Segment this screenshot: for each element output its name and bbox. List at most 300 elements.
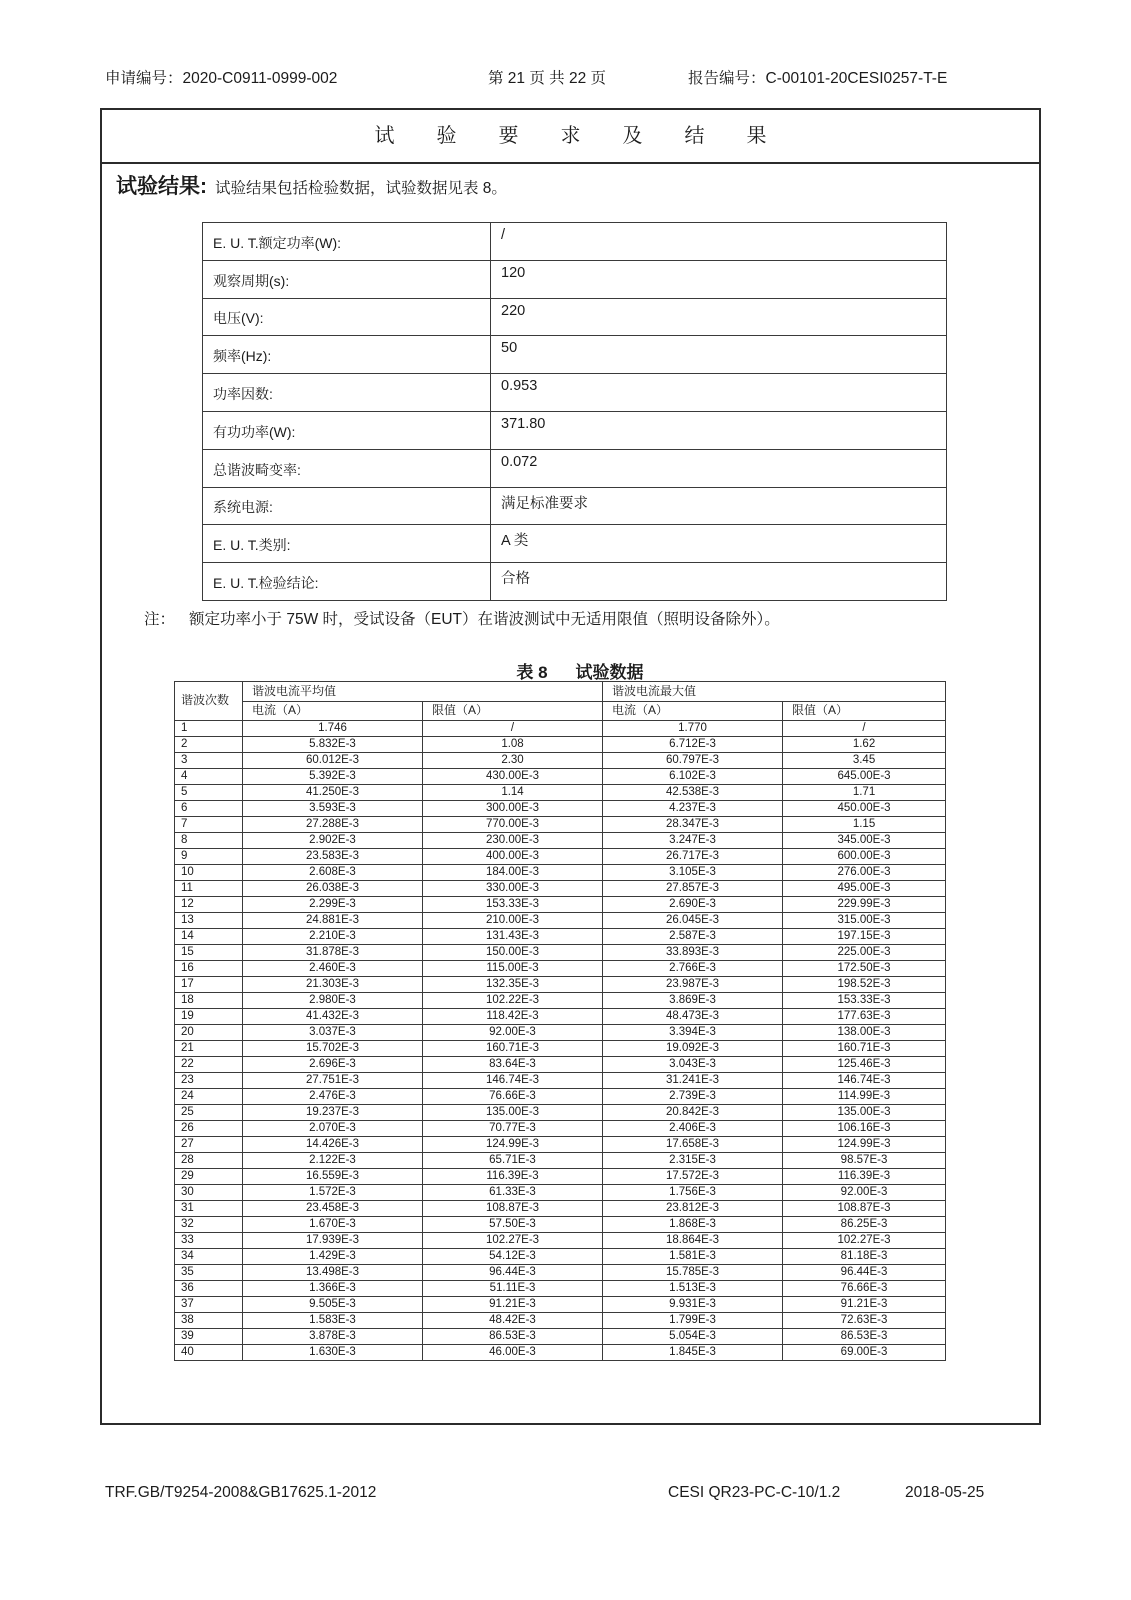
max-limit-value: 69.00E-3 <box>783 1345 946 1361</box>
application-number <box>105 66 337 88</box>
param-value: 371.80 <box>491 411 947 449</box>
max-limit-value: 91.21E-3 <box>783 1297 946 1313</box>
max-limit-value: 345.00E-3 <box>783 833 946 849</box>
param-row <box>203 223 947 261</box>
max-limit-value: 72.63E-3 <box>783 1313 946 1329</box>
max-limit-value: 102.27E-3 <box>783 1233 946 1249</box>
avg-limit-value: 150.00E-3 <box>423 945 603 961</box>
max-current-value: 17.572E-3 <box>603 1169 783 1185</box>
harmonic-row <box>175 1073 946 1089</box>
harmonic-row <box>175 865 946 881</box>
avg-current-value: 2.299E-3 <box>243 897 423 913</box>
avg-current-value: 24.881E-3 <box>243 913 423 929</box>
table8 <box>174 681 946 1361</box>
harmonic-order: 28 <box>175 1153 243 1169</box>
harmonic-order: 13 <box>175 913 243 929</box>
parameter-table <box>202 222 947 601</box>
test-result-line <box>116 170 507 200</box>
avg-current-value: 23.583E-3 <box>243 849 423 865</box>
param-label: E. U. T.额定功率(W): <box>203 223 491 261</box>
avg-limit-value: 300.00E-3 <box>423 801 603 817</box>
param-label: 有功功率(W): <box>203 411 491 449</box>
harmonic-row <box>175 961 946 977</box>
note-label: 注： <box>144 611 176 628</box>
max-limit-value: 92.00E-3 <box>783 1185 946 1201</box>
harmonic-row <box>175 1313 946 1329</box>
harmonic-row <box>175 1169 946 1185</box>
max-limit-value: 116.39E-3 <box>783 1169 946 1185</box>
param-label: 系统电源: <box>203 487 491 525</box>
avg-current-value: 26.038E-3 <box>243 881 423 897</box>
max-current-value: 20.842E-3 <box>603 1105 783 1121</box>
max-limit-value: 177.63E-3 <box>783 1009 946 1025</box>
avg-limit-value: 118.42E-3 <box>423 1009 603 1025</box>
max-current-value: 17.658E-3 <box>603 1137 783 1153</box>
avg-current-value: 31.878E-3 <box>243 945 423 961</box>
harmonic-order: 2 <box>175 737 243 753</box>
harmonic-row <box>175 1009 946 1025</box>
avg-current-value: 1.429E-3 <box>243 1249 423 1265</box>
max-limit-value: 124.99E-3 <box>783 1137 946 1153</box>
avg-limit-value: 96.44E-3 <box>423 1265 603 1281</box>
max-current-value: 31.241E-3 <box>603 1073 783 1089</box>
max-limit-value: 125.46E-3 <box>783 1057 946 1073</box>
harmonic-order: 36 <box>175 1281 243 1297</box>
avg-limit-value: 330.00E-3 <box>423 881 603 897</box>
avg-limit-value: 65.71E-3 <box>423 1153 603 1169</box>
harmonic-order: 4 <box>175 769 243 785</box>
harmonic-row <box>175 1329 946 1345</box>
param-row <box>203 525 947 563</box>
harmonic-order: 16 <box>175 961 243 977</box>
avg-limit-value: 54.12E-3 <box>423 1249 603 1265</box>
harmonic-order: 21 <box>175 1041 243 1057</box>
param-label: 观察周期(s): <box>203 260 491 298</box>
harmonic-row <box>175 881 946 897</box>
avg-current-value: 9.505E-3 <box>243 1297 423 1313</box>
max-current-value: 2.587E-3 <box>603 929 783 945</box>
note-line <box>144 607 780 629</box>
col-header-harmonic-order: 谐波次数 <box>175 682 243 721</box>
harmonic-row <box>175 1297 946 1313</box>
avg-limit-value: 57.50E-3 <box>423 1217 603 1233</box>
max-current-value: 28.347E-3 <box>603 817 783 833</box>
harmonic-row <box>175 1057 946 1073</box>
note-text: 额定功率小于 75W 时，受试设备（EUT）在谐波测试中无适用限值（照明设备除外）。 <box>189 611 780 628</box>
harmonic-order: 35 <box>175 1265 243 1281</box>
avg-limit-value: 86.53E-3 <box>423 1329 603 1345</box>
harmonic-order: 33 <box>175 1233 243 1249</box>
max-current-value: 6.102E-3 <box>603 769 783 785</box>
avg-limit-value: 770.00E-3 <box>423 817 603 833</box>
avg-limit-value: 131.43E-3 <box>423 929 603 945</box>
max-limit-value: 106.16E-3 <box>783 1121 946 1137</box>
harmonic-row <box>175 1041 946 1057</box>
param-label: 总谐波畸变率: <box>203 449 491 487</box>
max-current-value: 26.717E-3 <box>603 849 783 865</box>
max-current-value: 1.756E-3 <box>603 1185 783 1201</box>
harmonic-order: 26 <box>175 1121 243 1137</box>
avg-current-value: 2.608E-3 <box>243 865 423 881</box>
max-current-value: 42.538E-3 <box>603 785 783 801</box>
max-limit-value: 197.15E-3 <box>783 929 946 945</box>
harmonic-order: 25 <box>175 1105 243 1121</box>
avg-current-value: 2.902E-3 <box>243 833 423 849</box>
harmonic-row <box>175 897 946 913</box>
harmonic-row <box>175 1265 946 1281</box>
max-current-value: 1.845E-3 <box>603 1345 783 1361</box>
max-limit-value: 114.99E-3 <box>783 1089 946 1105</box>
avg-current-value: 1.746 <box>243 721 423 737</box>
harmonic-order: 9 <box>175 849 243 865</box>
avg-limit-value: 51.11E-3 <box>423 1281 603 1297</box>
harmonic-row <box>175 1345 946 1361</box>
harmonic-order: 23 <box>175 1073 243 1089</box>
page-indicator: 第 21 页 共 22 页 <box>488 70 607 87</box>
harmonic-row <box>175 849 946 865</box>
avg-current-value: 19.237E-3 <box>243 1105 423 1121</box>
param-row <box>203 449 947 487</box>
avg-limit-value: 70.77E-3 <box>423 1121 603 1137</box>
harmonic-order: 19 <box>175 1009 243 1025</box>
max-current-value: 15.785E-3 <box>603 1265 783 1281</box>
max-current-value: 5.054E-3 <box>603 1329 783 1345</box>
avg-limit-value: 108.87E-3 <box>423 1201 603 1217</box>
harmonic-row <box>175 929 946 945</box>
max-limit-value: 450.00E-3 <box>783 801 946 817</box>
application-number-value: 2020-C0911-0999-002 <box>182 70 338 87</box>
avg-current-value: 3.878E-3 <box>243 1329 423 1345</box>
avg-current-value: 14.426E-3 <box>243 1137 423 1153</box>
max-current-value: 27.857E-3 <box>603 881 783 897</box>
avg-current-value: 3.593E-3 <box>243 801 423 817</box>
max-limit-value: 135.00E-3 <box>783 1105 946 1121</box>
col-header-avg-group: 谐波电流平均值 <box>243 682 603 702</box>
max-limit-value: 98.57E-3 <box>783 1153 946 1169</box>
max-current-value: 6.712E-3 <box>603 737 783 753</box>
harmonic-order: 12 <box>175 897 243 913</box>
avg-current-value: 1.630E-3 <box>243 1345 423 1361</box>
avg-limit-value: 153.33E-3 <box>423 897 603 913</box>
avg-limit-value: 102.27E-3 <box>423 1233 603 1249</box>
harmonic-row <box>175 977 946 993</box>
param-value: 220 <box>491 298 947 336</box>
avg-limit-value: 230.00E-3 <box>423 833 603 849</box>
max-current-value: 2.690E-3 <box>603 897 783 913</box>
max-limit-value: 3.45 <box>783 753 946 769</box>
avg-current-value: 2.210E-3 <box>243 929 423 945</box>
max-current-value: 1.581E-3 <box>603 1249 783 1265</box>
max-limit-value: 86.25E-3 <box>783 1217 946 1233</box>
avg-limit-value: 83.64E-3 <box>423 1057 603 1073</box>
harmonic-row <box>175 1233 946 1249</box>
max-limit-value: 645.00E-3 <box>783 769 946 785</box>
max-current-value: 2.766E-3 <box>603 961 783 977</box>
param-row <box>203 487 947 525</box>
avg-current-value: 13.498E-3 <box>243 1265 423 1281</box>
report-main-box <box>100 108 1041 1425</box>
avg-current-value: 2.476E-3 <box>243 1089 423 1105</box>
param-value: 0.072 <box>491 449 947 487</box>
report-number <box>688 66 947 88</box>
avg-limit-value: 92.00E-3 <box>423 1025 603 1041</box>
avg-limit-value: 1.14 <box>423 785 603 801</box>
harmonic-row <box>175 945 946 961</box>
avg-limit-value: 132.35E-3 <box>423 977 603 993</box>
param-label: E. U. T.类别: <box>203 525 491 563</box>
harmonic-order: 24 <box>175 1089 243 1105</box>
col-header-max-limit: 限值（A） <box>783 702 946 721</box>
harmonic-order: 38 <box>175 1313 243 1329</box>
avg-current-value: 1.572E-3 <box>243 1185 423 1201</box>
footer-doc-code: CESI QR23-PC-C-10/1.2 <box>668 1484 841 1501</box>
harmonic-row <box>175 913 946 929</box>
report-number-value: C-00101-20CESI0257-T-E <box>765 70 948 87</box>
avg-limit-value: 115.00E-3 <box>423 961 603 977</box>
harmonic-order: 34 <box>175 1249 243 1265</box>
harmonic-order: 15 <box>175 945 243 961</box>
avg-current-value: 27.288E-3 <box>243 817 423 833</box>
avg-current-value: 5.832E-3 <box>243 737 423 753</box>
avg-limit-value: / <box>423 721 603 737</box>
harmonic-row <box>175 1121 946 1137</box>
harmonic-row <box>175 817 946 833</box>
harmonic-order: 1 <box>175 721 243 737</box>
harmonic-order: 3 <box>175 753 243 769</box>
max-limit-value: 172.50E-3 <box>783 961 946 977</box>
max-limit-value: 225.00E-3 <box>783 945 946 961</box>
avg-limit-value: 210.00E-3 <box>423 913 603 929</box>
param-value: 50 <box>491 336 947 374</box>
avg-limit-value: 160.71E-3 <box>423 1041 603 1057</box>
avg-current-value: 60.012E-3 <box>243 753 423 769</box>
harmonic-row <box>175 1025 946 1041</box>
param-value: 120 <box>491 260 947 298</box>
avg-limit-value: 91.21E-3 <box>423 1297 603 1313</box>
harmonic-row <box>175 1281 946 1297</box>
avg-limit-value: 48.42E-3 <box>423 1313 603 1329</box>
avg-limit-value: 124.99E-3 <box>423 1137 603 1153</box>
harmonic-row <box>175 737 946 753</box>
avg-current-value: 27.751E-3 <box>243 1073 423 1089</box>
harmonic-order: 11 <box>175 881 243 897</box>
harmonic-row <box>175 1249 946 1265</box>
report-number-label: 报告编号： <box>688 70 766 87</box>
param-value: 满足标准要求 <box>491 487 947 525</box>
avg-limit-value: 2.30 <box>423 753 603 769</box>
max-limit-value: 1.62 <box>783 737 946 753</box>
param-value: A 类 <box>491 525 947 563</box>
avg-limit-value: 46.00E-3 <box>423 1345 603 1361</box>
table8-header-row-units <box>175 702 946 721</box>
footer-trf: TRF.GB/T9254-2008&GB17625.1-2012 <box>105 1484 377 1501</box>
harmonic-order: 5 <box>175 785 243 801</box>
avg-current-value: 2.122E-3 <box>243 1153 423 1169</box>
max-current-value: 3.043E-3 <box>603 1057 783 1073</box>
avg-current-value: 3.037E-3 <box>243 1025 423 1041</box>
max-current-value: 26.045E-3 <box>603 913 783 929</box>
harmonic-row <box>175 753 946 769</box>
avg-limit-value: 61.33E-3 <box>423 1185 603 1201</box>
table8-header-row-groups <box>175 682 946 702</box>
avg-current-value: 2.460E-3 <box>243 961 423 977</box>
avg-current-value: 2.696E-3 <box>243 1057 423 1073</box>
max-current-value: 1.513E-3 <box>603 1281 783 1297</box>
param-row <box>203 374 947 412</box>
max-current-value: 1.770 <box>603 721 783 737</box>
avg-limit-value: 116.39E-3 <box>423 1169 603 1185</box>
parameter-table-body <box>203 223 947 601</box>
col-header-avg-limit: 限值（A） <box>423 702 603 721</box>
max-current-value: 48.473E-3 <box>603 1009 783 1025</box>
max-current-value: 2.315E-3 <box>603 1153 783 1169</box>
max-limit-value: 76.66E-3 <box>783 1281 946 1297</box>
max-current-value: 23.987E-3 <box>603 977 783 993</box>
harmonic-order: 17 <box>175 977 243 993</box>
max-limit-value: 153.33E-3 <box>783 993 946 1009</box>
avg-current-value: 1.583E-3 <box>243 1313 423 1329</box>
param-value: 0.953 <box>491 374 947 412</box>
harmonic-row <box>175 721 946 737</box>
param-label: 电压(V): <box>203 298 491 336</box>
footer-date: 2018-05-25 <box>905 1484 985 1501</box>
harmonic-row <box>175 833 946 849</box>
harmonic-row <box>175 1137 946 1153</box>
avg-limit-value: 76.66E-3 <box>423 1089 603 1105</box>
max-limit-value: 1.15 <box>783 817 946 833</box>
avg-limit-value: 146.74E-3 <box>423 1073 603 1089</box>
harmonic-row <box>175 1217 946 1233</box>
harmonic-row <box>175 1185 946 1201</box>
max-limit-value: 198.52E-3 <box>783 977 946 993</box>
max-current-value: 60.797E-3 <box>603 753 783 769</box>
max-current-value: 23.812E-3 <box>603 1201 783 1217</box>
harmonic-row <box>175 1153 946 1169</box>
avg-limit-value: 1.08 <box>423 737 603 753</box>
avg-current-value: 15.702E-3 <box>243 1041 423 1057</box>
table8-body <box>175 721 946 1361</box>
max-limit-value: 146.74E-3 <box>783 1073 946 1089</box>
table8-title-name: 试验数据 <box>575 663 644 682</box>
avg-limit-value: 184.00E-3 <box>423 865 603 881</box>
harmonic-row <box>175 769 946 785</box>
avg-current-value: 2.070E-3 <box>243 1121 423 1137</box>
max-current-value: 3.105E-3 <box>603 865 783 881</box>
max-current-value: 9.931E-3 <box>603 1297 783 1313</box>
max-limit-value: 600.00E-3 <box>783 849 946 865</box>
param-label: E. U. T.检验结论: <box>203 563 491 601</box>
max-limit-value: 495.00E-3 <box>783 881 946 897</box>
max-limit-value: 229.99E-3 <box>783 897 946 913</box>
max-limit-value: 160.71E-3 <box>783 1041 946 1057</box>
max-limit-value: 81.18E-3 <box>783 1249 946 1265</box>
harmonic-order: 7 <box>175 817 243 833</box>
max-current-value: 3.869E-3 <box>603 993 783 1009</box>
avg-current-value: 1.670E-3 <box>243 1217 423 1233</box>
max-current-value: 4.237E-3 <box>603 801 783 817</box>
harmonic-row <box>175 1089 946 1105</box>
param-row <box>203 260 947 298</box>
avg-limit-value: 400.00E-3 <box>423 849 603 865</box>
harmonic-row <box>175 1105 946 1121</box>
avg-current-value: 23.458E-3 <box>243 1201 423 1217</box>
harmonic-order: 40 <box>175 1345 243 1361</box>
avg-current-value: 41.432E-3 <box>243 1009 423 1025</box>
max-current-value: 33.893E-3 <box>603 945 783 961</box>
avg-current-value: 41.250E-3 <box>243 785 423 801</box>
param-row <box>203 563 947 601</box>
param-value: / <box>491 223 947 261</box>
param-label: 功率因数: <box>203 374 491 412</box>
col-header-max-current: 电流（A） <box>603 702 783 721</box>
harmonic-order: 20 <box>175 1025 243 1041</box>
max-current-value: 3.394E-3 <box>603 1025 783 1041</box>
max-limit-value: 315.00E-3 <box>783 913 946 929</box>
param-row <box>203 298 947 336</box>
harmonic-order: 10 <box>175 865 243 881</box>
max-limit-value: 276.00E-3 <box>783 865 946 881</box>
application-number-label: 申请编号： <box>105 70 183 87</box>
max-limit-value: 1.71 <box>783 785 946 801</box>
param-value: 合格 <box>491 563 947 601</box>
harmonic-row <box>175 993 946 1009</box>
avg-limit-value: 102.22E-3 <box>423 993 603 1009</box>
max-current-value: 18.864E-3 <box>603 1233 783 1249</box>
avg-current-value: 21.303E-3 <box>243 977 423 993</box>
avg-current-value: 2.980E-3 <box>243 993 423 1009</box>
param-row <box>203 336 947 374</box>
test-result-label: 试验结果: <box>116 175 207 198</box>
table8-title-number: 表 8 <box>516 663 548 682</box>
harmonic-row <box>175 785 946 801</box>
harmonic-order: 14 <box>175 929 243 945</box>
harmonic-order: 31 <box>175 1201 243 1217</box>
harmonic-row <box>175 1201 946 1217</box>
avg-limit-value: 430.00E-3 <box>423 769 603 785</box>
avg-current-value: 5.392E-3 <box>243 769 423 785</box>
harmonic-order: 27 <box>175 1137 243 1153</box>
max-current-value: 2.739E-3 <box>603 1089 783 1105</box>
max-current-value: 1.799E-3 <box>603 1313 783 1329</box>
avg-current-value: 16.559E-3 <box>243 1169 423 1185</box>
max-limit-value: 86.53E-3 <box>783 1329 946 1345</box>
col-header-avg-current: 电流（A） <box>243 702 423 721</box>
param-row <box>203 411 947 449</box>
avg-limit-value: 135.00E-3 <box>423 1105 603 1121</box>
avg-current-value: 1.366E-3 <box>243 1281 423 1297</box>
harmonic-order: 32 <box>175 1217 243 1233</box>
harmonic-order: 22 <box>175 1057 243 1073</box>
param-label: 频率(Hz): <box>203 336 491 374</box>
max-current-value: 2.406E-3 <box>603 1121 783 1137</box>
col-header-max-group: 谐波电流最大值 <box>603 682 946 702</box>
harmonic-order: 39 <box>175 1329 243 1345</box>
page-title: 试验要求及结果 <box>102 110 1039 164</box>
harmonic-order: 30 <box>175 1185 243 1201</box>
max-current-value: 1.868E-3 <box>603 1217 783 1233</box>
harmonic-order: 37 <box>175 1297 243 1313</box>
max-limit-value: 138.00E-3 <box>783 1025 946 1041</box>
max-limit-value: 108.87E-3 <box>783 1201 946 1217</box>
max-limit-value: / <box>783 721 946 737</box>
harmonic-order: 6 <box>175 801 243 817</box>
test-result-text: 试验结果包括检验数据，试验数据见表 8。 <box>215 180 507 197</box>
table8-head <box>175 682 946 721</box>
harmonic-order: 29 <box>175 1169 243 1185</box>
max-current-value: 19.092E-3 <box>603 1041 783 1057</box>
max-limit-value: 96.44E-3 <box>783 1265 946 1281</box>
max-current-value: 3.247E-3 <box>603 833 783 849</box>
